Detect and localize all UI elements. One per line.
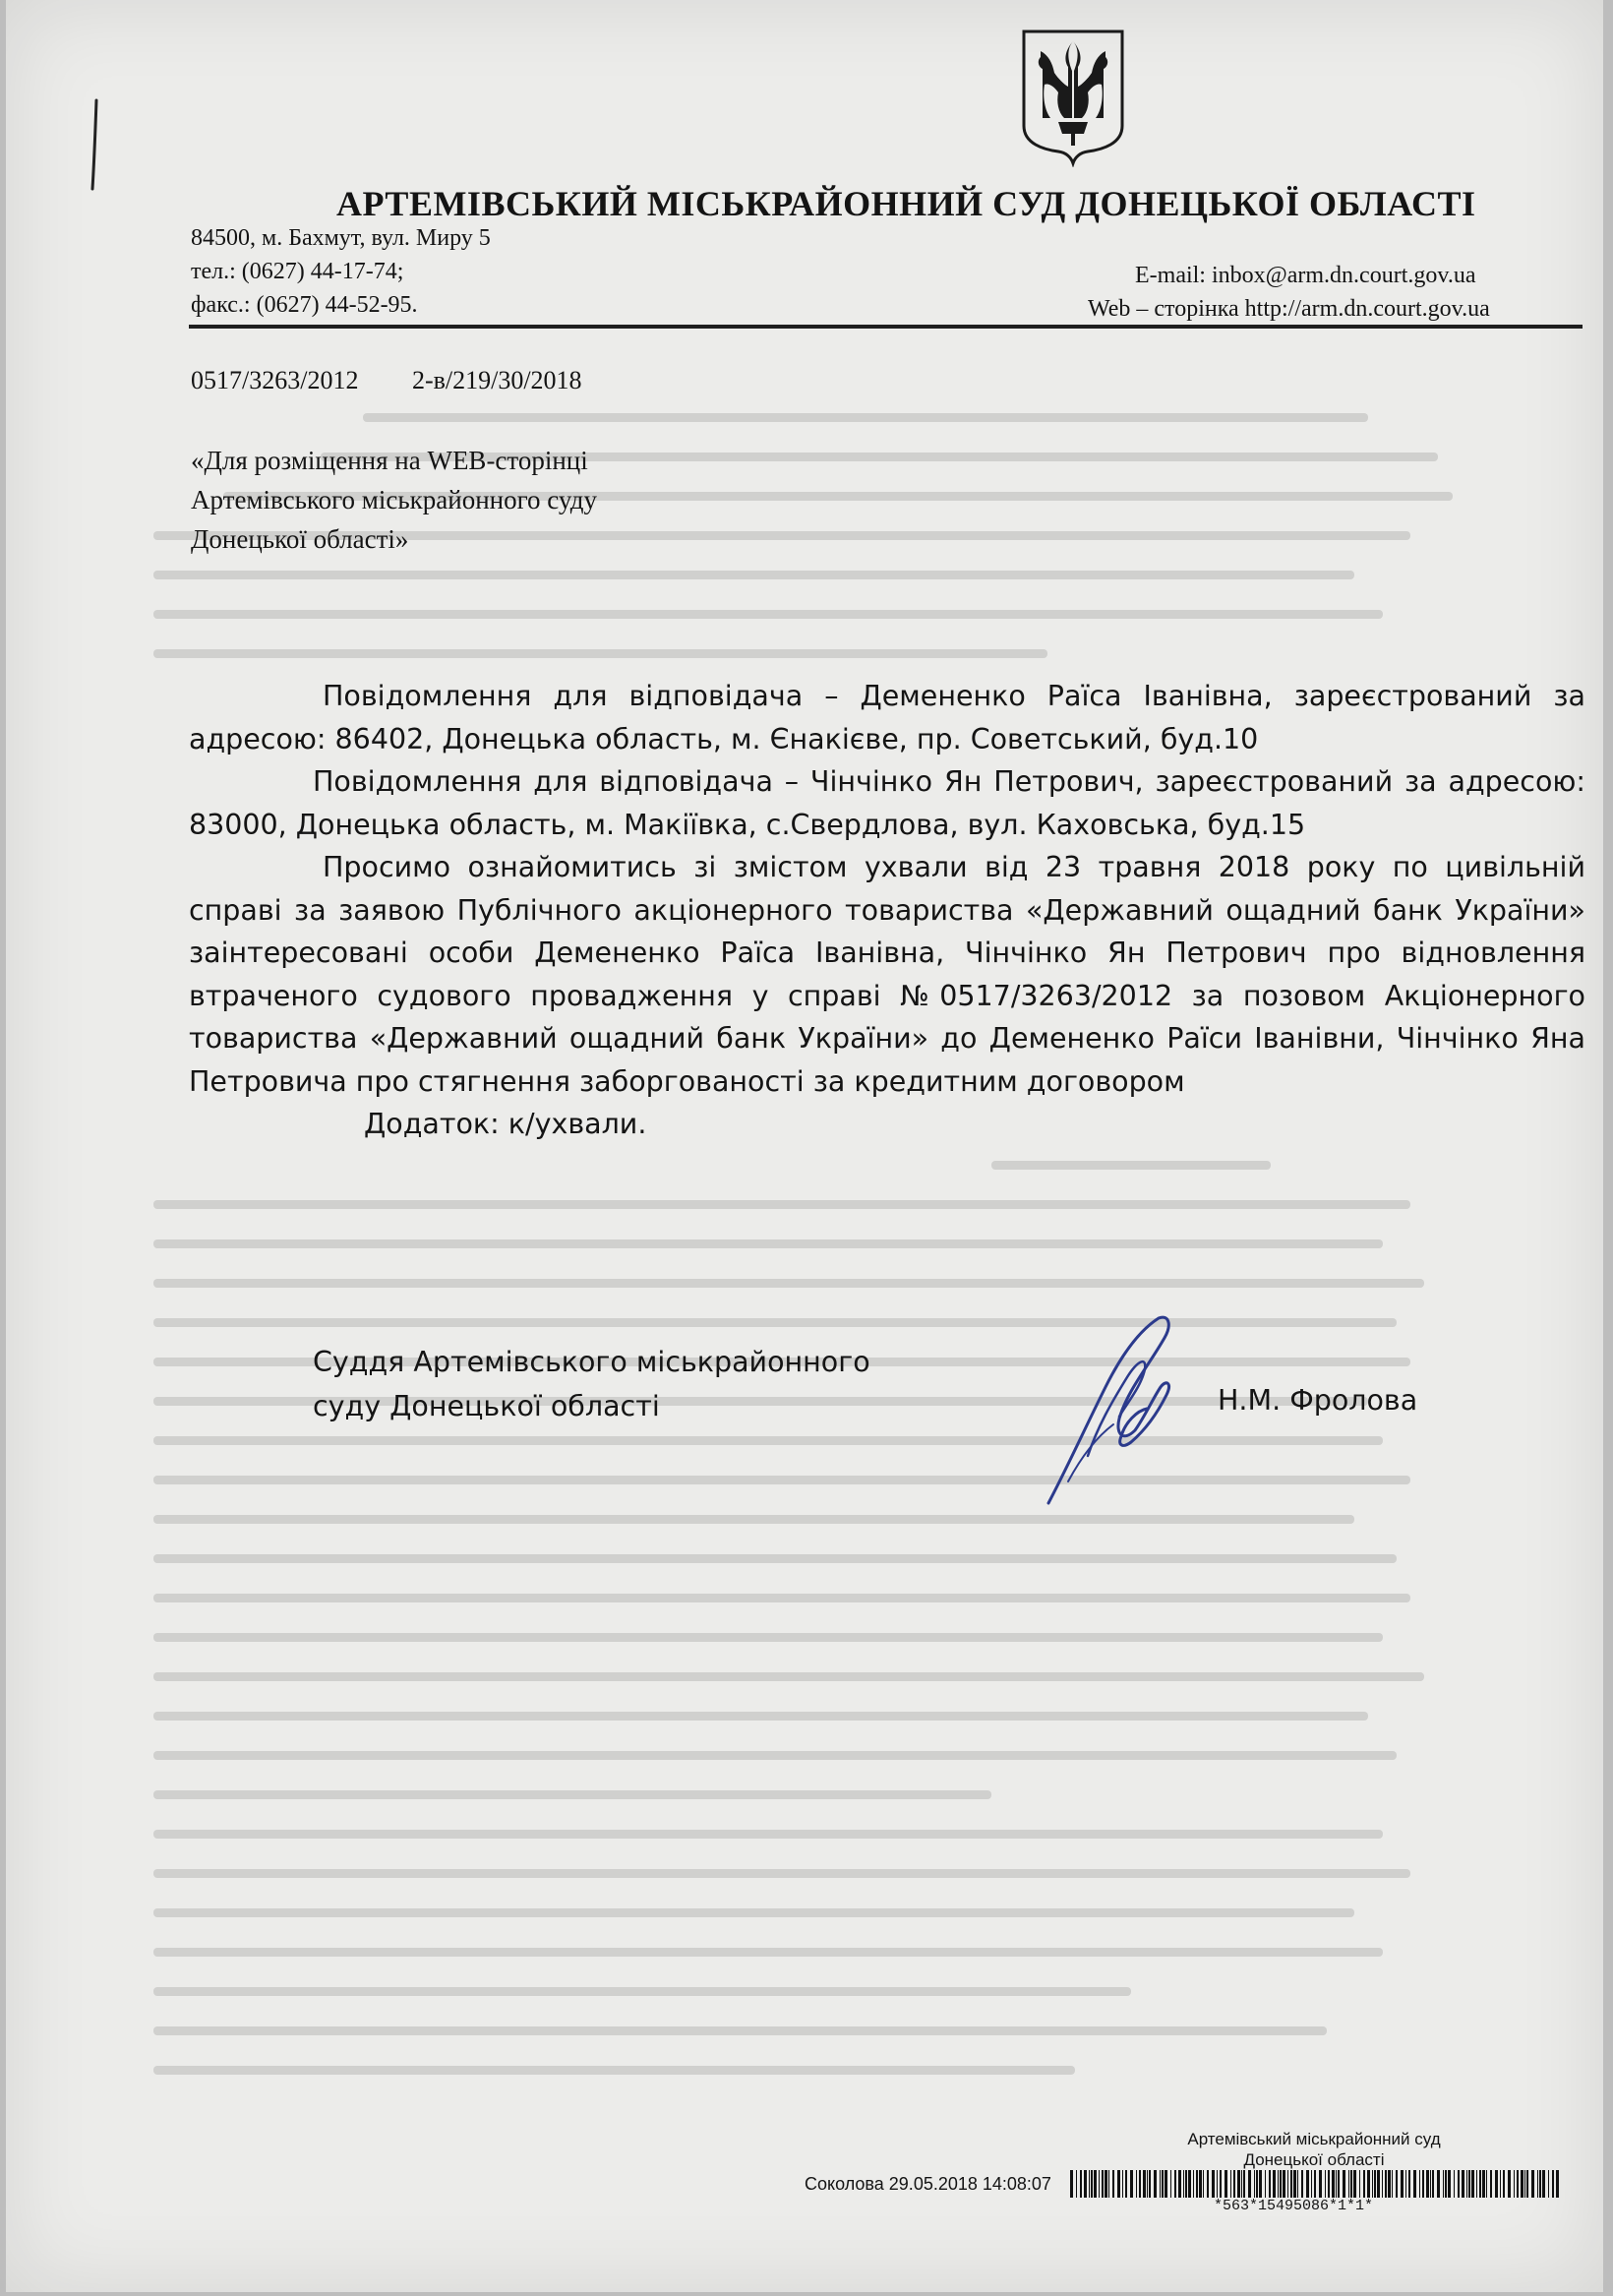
barcode-bar <box>1336 2170 1337 2198</box>
barcode-bar <box>1170 2170 1171 2198</box>
barcode-bar <box>1237 2170 1240 2198</box>
barcode-bar <box>1212 2170 1215 2198</box>
barcode-bar <box>1556 2170 1559 2198</box>
barcode-bar <box>1306 2170 1309 2198</box>
barcode-bar <box>1539 2170 1541 2198</box>
court-phone: тел.: (0627) 44-17-74; <box>191 259 404 284</box>
barcode-bar <box>1160 2170 1161 2198</box>
barcode-bar <box>1396 2170 1398 2198</box>
barcode-bar <box>1297 2170 1298 2198</box>
barcode-bar <box>1112 2170 1114 2198</box>
outgoing-number: 2-в/219/30/2018 <box>411 366 582 394</box>
barcode-bar <box>1514 2170 1515 2198</box>
barcode-bar <box>1243 2170 1245 2198</box>
barcode-bar <box>1350 2170 1352 2198</box>
web-placement-note <box>191 441 597 559</box>
barcode-bar <box>1185 2170 1187 2198</box>
barcode-id: *563*15495086*1*1* <box>1214 2198 1374 2214</box>
barcode-bar <box>1241 2170 1242 2198</box>
barcode-bar <box>1117 2170 1120 2198</box>
barcode-bar <box>1102 2170 1104 2198</box>
barcode-bar <box>1405 2170 1406 2198</box>
barcode-bar <box>1479 2170 1481 2198</box>
barcode-bar <box>1094 2170 1097 2198</box>
barcode-bar <box>1521 2170 1523 2198</box>
web-note-line: «Для розміщення на WEB-сторінці <box>191 446 588 475</box>
barcode-bar <box>1162 2170 1164 2198</box>
web-note-line: Артемівського міськрайонного суду <box>191 485 597 514</box>
barcode-bar <box>1099 2170 1100 2198</box>
barcode-bar <box>1314 2170 1316 2198</box>
barcode-bar <box>1139 2170 1141 2198</box>
barcode-bar <box>1283 2170 1285 2198</box>
barcode-bar <box>1353 2170 1356 2198</box>
barcode-bar <box>1552 2170 1554 2198</box>
barcode-bar <box>1413 2170 1416 2198</box>
barcode-bar <box>1468 2170 1470 2198</box>
barcode-bar <box>1466 2170 1467 2198</box>
barcode-bar <box>1278 2170 1279 2198</box>
barcode-bar <box>1280 2170 1282 2198</box>
barcode-bar <box>1332 2170 1335 2198</box>
barcode-bar <box>1401 2170 1404 2198</box>
barcode-bar <box>1348 2170 1349 2198</box>
barcode-bar <box>1203 2170 1204 2198</box>
registration-court <box>1166 2129 1462 2170</box>
barcode-bar <box>1462 2170 1464 2198</box>
barcode-bar <box>1419 2170 1420 2198</box>
barcode-bar <box>1089 2170 1090 2198</box>
court-address: 84500, м. Бахмут, вул. Миру 5 <box>191 225 491 251</box>
barcode-bar <box>1531 2170 1534 2198</box>
document-page <box>6 0 1603 2292</box>
barcode-bar <box>1524 2170 1525 2198</box>
barcode-bar <box>1482 2170 1485 2198</box>
barcode-bar <box>1437 2170 1440 2198</box>
barcode-bar <box>1076 2170 1077 2198</box>
barcode-bar <box>1382 2170 1383 2198</box>
barcode-bar <box>1084 2170 1087 2198</box>
barcode-bar <box>1367 2170 1370 2198</box>
barcode-bar <box>1130 2170 1133 2198</box>
barcode-bar <box>1273 2170 1276 2198</box>
barcode-bar <box>1225 2170 1227 2198</box>
barcode-bar <box>1338 2170 1340 2198</box>
barcode-bar <box>1385 2170 1387 2198</box>
barcode-bar <box>1248 2170 1251 2198</box>
barcode <box>1070 2170 1560 2198</box>
pen-mark <box>90 98 100 192</box>
barcode-bar <box>1500 2170 1501 2198</box>
barcode-bar <box>1359 2170 1360 2198</box>
barcode-bar <box>1178 2170 1181 2198</box>
barcode-bar <box>1290 2170 1292 2198</box>
barcode-bar <box>1432 2170 1434 2198</box>
barcode-bar <box>1445 2170 1447 2198</box>
registration-court-line: Артемівський міськрайонний суд <box>1187 2130 1441 2148</box>
barcode-bar <box>1328 2170 1330 2198</box>
barcode-bar <box>1269 2170 1271 2198</box>
letter-body <box>189 675 1585 1146</box>
barcode-bar <box>1508 2170 1511 2198</box>
barcode-bar <box>1122 2170 1123 2198</box>
barcode-bar <box>1458 2170 1460 2198</box>
barcode-bar <box>1233 2170 1235 2198</box>
barcode-bar <box>1448 2170 1451 2198</box>
barcode-bar <box>1265 2170 1266 2198</box>
barcode-bar <box>1287 2170 1288 2198</box>
web-note-line: Донецької області» <box>191 524 409 554</box>
court-name: АРТЕМІВСЬКИЙ МІСЬКРАЙОННИЙ СУД ДОНЕЦЬКОЇ ОБЛАСТІ <box>336 184 1476 223</box>
handwritten-signature <box>1029 1308 1216 1515</box>
barcode-bar <box>1392 2170 1393 2198</box>
barcode-bar <box>1325 2170 1326 2198</box>
barcode-bar <box>1080 2170 1082 2198</box>
barcode-bar <box>1165 2170 1167 2198</box>
barcode-bar <box>1254 2170 1255 2198</box>
barcode-bar <box>1217 2170 1218 2198</box>
barcode-bar <box>1422 2170 1424 2198</box>
barcode-bar <box>1207 2170 1209 2198</box>
barcode-bar <box>1377 2170 1380 2198</box>
barcode-bar <box>1230 2170 1231 2198</box>
barcode-bar <box>1193 2170 1194 2198</box>
notice-defendant-2: Повідомлення для відповідача – Чінчінко Ян Петрович, зареєстрований за адресою: 83000, Донецька область, м. Макіївка, с.Свердлова, вул. Каховська, буд.15 <box>189 765 1585 841</box>
barcode-bar <box>1125 2170 1127 2198</box>
barcode-bar <box>1374 2170 1376 2198</box>
barcode-bar <box>1174 2170 1176 2198</box>
registration-court-line: Донецької області <box>1243 2150 1385 2169</box>
barcode-bar <box>1256 2170 1258 2198</box>
barcode-bar <box>1183 2170 1184 2198</box>
request-paragraph: Просимо ознайомитись зі змістом ухвали від 23 травня 2018 року по цивільній справі за заявою Публічного акціонерного товариства «Державний ощадний банк України» заінтересовані особи Демененко Раїса Іванівна, Чінчінко Ян Петрович про відновлення втраченого судового провадження у справі №0517/3263/2012 за позовом Акціонерного товариства «Державний ощадний банк України» до Демененко Раїси Іванівни, Чінчінко Яна Петровича про стягнення заборгованості за кредитним договором <box>189 851 1585 1098</box>
coat-of-arms-icon <box>1019 28 1127 167</box>
barcode-bar <box>1343 2170 1345 2198</box>
barcode-bar <box>1471 2170 1474 2198</box>
barcode-bar <box>1108 2170 1109 2198</box>
barcode-bar <box>1319 2170 1322 2198</box>
barcode-bar <box>1363 2170 1365 2198</box>
reference-numbers <box>191 366 629 395</box>
barcode-bar <box>1388 2170 1391 2198</box>
barcode-bar <box>1542 2170 1545 2198</box>
barcode-bar <box>1311 2170 1312 2198</box>
barcode-bar <box>1486 2170 1487 2198</box>
notice-defendant-1: Повідомлення для відповідача – Демененко Раїса Іванівна, зареєстрований за адресою: 86402, Донецька область, м. Єнакієве, пр. Советський, буд.10 <box>189 680 1585 755</box>
barcode-bar <box>1220 2170 1222 2198</box>
barcode-bar <box>1426 2170 1429 2198</box>
barcode-bar <box>1526 2170 1528 2198</box>
barcode-bar <box>1503 2170 1505 2198</box>
letterhead-divider <box>189 325 1583 329</box>
barcode-bar <box>1136 2170 1137 2198</box>
case-number: 0517/3263/2012 <box>191 366 359 394</box>
barcode-bar <box>1259 2170 1262 2198</box>
judge-title-line: Суддя Артемівського міськрайонного <box>313 1346 870 1378</box>
barcode-bar <box>1408 2170 1410 2198</box>
barcode-bar <box>1188 2170 1191 2198</box>
barcode-bar <box>1476 2170 1477 2198</box>
barcode-bar <box>1301 2170 1303 2198</box>
barcode-bar <box>1199 2170 1202 2198</box>
barcode-bar <box>1091 2170 1093 2198</box>
barcode-bar <box>1443 2170 1444 2198</box>
barcode-bar <box>1430 2170 1431 2198</box>
barcode-bar <box>1154 2170 1157 2198</box>
barcode-bar <box>1490 2170 1492 2198</box>
court-email: E-mail: inbox@arm.dn.court.gov.ua <box>1135 263 1476 288</box>
barcode-bar <box>1454 2170 1455 2198</box>
barcode-bar <box>1149 2170 1151 2198</box>
barcode-bar <box>1293 2170 1296 2198</box>
barcode-bar <box>1372 2170 1373 2198</box>
court-fax: факс.: (0627) 44-52-95. <box>191 292 418 318</box>
barcode-bar <box>1147 2170 1148 2198</box>
registration-info: Соколова 29.05.2018 14:08:07 <box>805 2174 1051 2194</box>
court-website: Web – сторінка http://arm.dn.court.gov.ua <box>1088 296 1490 322</box>
barcode-bar <box>1495 2170 1498 2198</box>
barcode-bar <box>1105 2170 1107 2198</box>
attachment-note: Додаток: к/ухвали. <box>364 1108 647 1140</box>
barcode-bar <box>1548 2170 1549 2198</box>
judge-name: Н.М. Фролова <box>1218 1384 1418 1417</box>
judge-title <box>313 1340 870 1428</box>
barcode-bar <box>1517 2170 1519 2198</box>
barcode-bar <box>1537 2170 1538 2198</box>
barcode-bar <box>1143 2170 1146 2198</box>
barcode-bar <box>1070 2170 1073 2198</box>
barcode-bar <box>1196 2170 1198 2198</box>
judge-title-line: суду Донецької області <box>313 1390 660 1422</box>
